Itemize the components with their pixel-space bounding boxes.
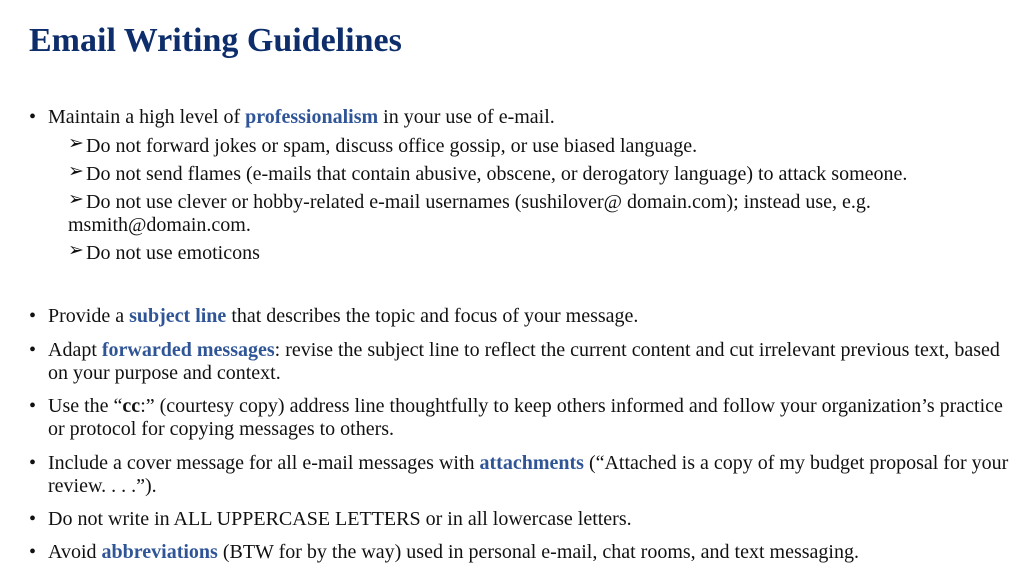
bullet-text: Provide a subject line that describes the topic and focus of your message. bbox=[48, 305, 639, 327]
bullet-marker: • bbox=[29, 541, 37, 563]
bullet-marker: • bbox=[29, 305, 37, 327]
bullet-marker: • bbox=[29, 106, 37, 128]
keyword-highlight: abbreviations bbox=[101, 541, 218, 563]
sub-bullet-text: Do not use clever or hobby-related e-mail usernames (sushilover@ domain.com); instead use, e.g. msmith@domain.com. bbox=[68, 191, 871, 236]
arrow-bullet-icon: ➢ bbox=[68, 189, 84, 210]
arrow-bullet-icon: ➢ bbox=[68, 161, 84, 182]
bullet-marker: • bbox=[29, 395, 37, 417]
keyword-highlight: attachments bbox=[479, 452, 584, 474]
keyword-highlight: subject line bbox=[129, 305, 227, 327]
bullet-marker: • bbox=[29, 452, 37, 474]
sub-bullet-text: Do not use emoticons bbox=[86, 242, 260, 264]
keyword-bold: cc bbox=[122, 395, 141, 417]
bullet-text: Do not write in ALL UPPERCASE LETTERS or in all lowercase letters. bbox=[48, 508, 632, 530]
sub-bullet-text: Do not send flames (e-mails that contain abusive, obscene, or derogatory language) to attack someone. bbox=[86, 163, 908, 185]
arrow-bullet-icon: ➢ bbox=[68, 133, 84, 154]
bullet-text: Include a cover message for all e-mail messages with attachments (“Attached is a copy of my budget proposal for your review. . . .”). bbox=[48, 452, 1009, 497]
bullet-text: Use the “cc:” (courtesy copy) address line thoughtfully to keep others informed and follow your organization’s practice or protocol for copying messages to others. bbox=[48, 395, 1003, 440]
keyword-highlight: professionalism bbox=[245, 106, 379, 128]
bullet-text: Avoid abbreviations (BTW for by the way) used in personal e-mail, chat rooms, and text messaging. bbox=[48, 541, 859, 563]
sub-bullet-text: Do not forward jokes or spam, discuss office gossip, or use biased language. bbox=[86, 135, 698, 157]
bullet-marker: • bbox=[29, 339, 37, 361]
keyword-highlight: forwarded messages bbox=[101, 339, 275, 361]
arrow-bullet-icon: ➢ bbox=[68, 240, 84, 261]
bullet-text: Maintain a high level of professionalism in your use of e-mail. bbox=[48, 106, 555, 128]
bullet-marker: • bbox=[29, 508, 37, 530]
slide-title: Email Writing Guidelines bbox=[29, 22, 402, 59]
bullet-text: Adapt forwarded messages: revise the subject line to reflect the current content and cut irrelevant previous text, based on your purpose and context. bbox=[48, 339, 1000, 384]
